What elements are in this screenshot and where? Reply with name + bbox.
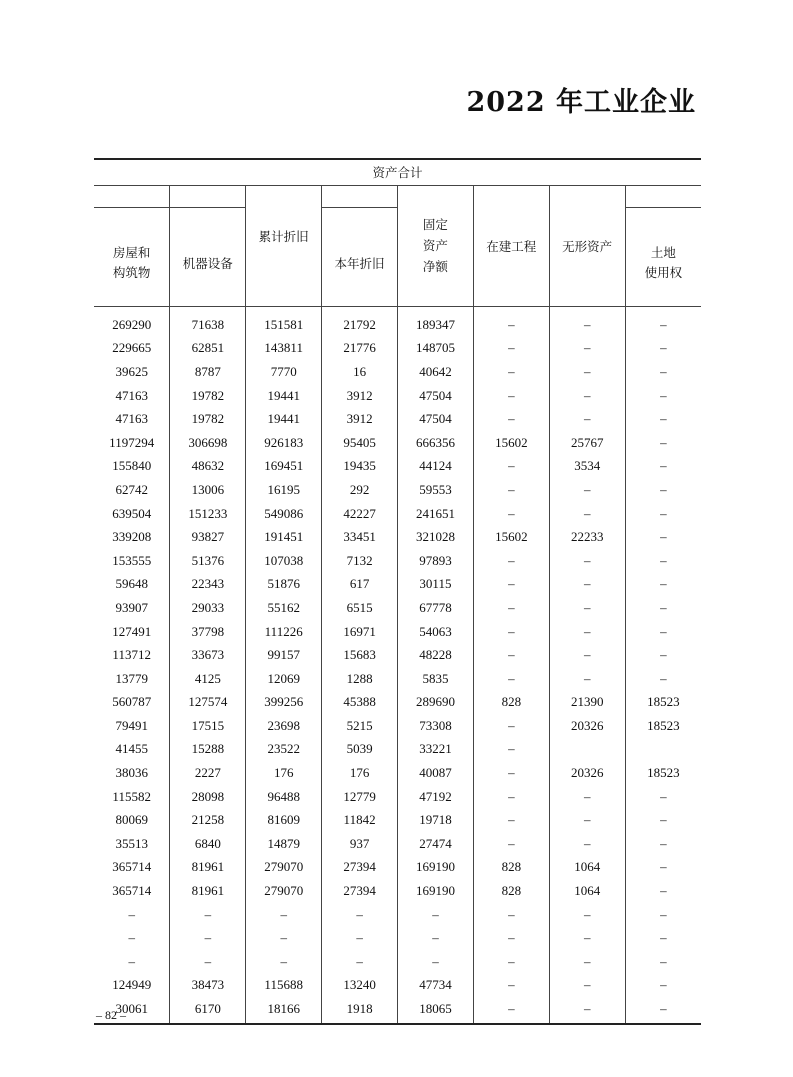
table-row bbox=[94, 525, 701, 549]
cell-intangible-assets: – bbox=[549, 337, 625, 361]
cell-machinery: 71638 bbox=[170, 307, 246, 337]
cell-intangible-assets: – bbox=[549, 407, 625, 431]
cell-intangible-assets: – bbox=[549, 950, 625, 974]
cell-construction-in-progress: – bbox=[473, 643, 549, 667]
header-year-depreciation-label: 本年折旧 bbox=[334, 256, 385, 271]
cell-net-fixed-assets: 44124 bbox=[398, 455, 474, 479]
cell-year-depreciation: 13240 bbox=[322, 974, 398, 998]
cell-construction-in-progress: – bbox=[473, 620, 549, 644]
cell-construction-in-progress: – bbox=[473, 478, 549, 502]
table-row bbox=[94, 974, 701, 998]
cell-machinery: 93827 bbox=[170, 525, 246, 549]
table-row bbox=[94, 950, 701, 974]
table-row bbox=[94, 307, 701, 337]
cell-net-fixed-assets: – bbox=[398, 926, 474, 950]
table-row bbox=[94, 879, 701, 903]
table-row bbox=[94, 502, 701, 526]
table-row bbox=[94, 997, 701, 1024]
cell-intangible-assets: 3534 bbox=[549, 455, 625, 479]
cell-buildings: 30061 bbox=[115, 1001, 148, 1017]
cell-land-use-rights: 18523 bbox=[625, 691, 701, 715]
table-row bbox=[94, 573, 701, 597]
cell-buildings: 41455 bbox=[115, 741, 148, 757]
cell-construction-in-progress: – bbox=[473, 761, 549, 785]
cell-accumulated-depreciation: 96488 bbox=[246, 785, 322, 809]
cell-intangible-assets: – bbox=[549, 997, 625, 1024]
table-row bbox=[94, 761, 701, 785]
cell-construction-in-progress: – bbox=[473, 667, 549, 691]
cell-land-use-rights: – bbox=[625, 549, 701, 573]
cell-machinery: 15288 bbox=[170, 738, 246, 762]
cell-machinery: 29033 bbox=[170, 596, 246, 620]
cell-net-fixed-assets: 189347 bbox=[398, 307, 474, 337]
header-construction-in-progress-label: 在建工程 bbox=[486, 238, 537, 254]
cell-net-fixed-assets: 169190 bbox=[398, 879, 474, 903]
cell-net-fixed-assets: 169190 bbox=[398, 856, 474, 880]
cell-land-use-rights: – bbox=[625, 879, 701, 903]
cell-buildings: 62742 bbox=[115, 481, 148, 497]
cell-accumulated-depreciation: 169451 bbox=[246, 455, 322, 479]
cell-land-use-rights: – bbox=[625, 785, 701, 809]
cell-intangible-assets: 22233 bbox=[549, 525, 625, 549]
cell-buildings: 153555 bbox=[112, 552, 152, 568]
cell-buildings: 47163 bbox=[115, 387, 148, 403]
cell-intangible-assets bbox=[549, 738, 625, 762]
header-year-depreciation bbox=[322, 186, 398, 307]
cell-intangible-assets: – bbox=[549, 573, 625, 597]
cell-net-fixed-assets: 40087 bbox=[398, 761, 474, 785]
cell-machinery: 19782 bbox=[170, 407, 246, 431]
cell-land-use-rights: – bbox=[625, 926, 701, 950]
cell-accumulated-depreciation: 19441 bbox=[246, 407, 322, 431]
cell-accumulated-depreciation: 143811 bbox=[246, 337, 322, 361]
cell-land-use-rights: – bbox=[625, 643, 701, 667]
cell-land-use-rights: – bbox=[625, 832, 701, 856]
cell-net-fixed-assets: 40642 bbox=[398, 360, 474, 384]
cell-year-depreciation: 176 bbox=[322, 761, 398, 785]
cell-buildings: 560787 bbox=[112, 694, 152, 710]
cell-buildings: 365714 bbox=[112, 883, 152, 899]
cell-construction-in-progress: – bbox=[473, 738, 549, 762]
cell-net-fixed-assets: 19718 bbox=[398, 808, 474, 832]
cell-net-fixed-assets: 97893 bbox=[398, 549, 474, 573]
cell-buildings: 339208 bbox=[112, 529, 152, 545]
header-net-fixed-assets-label: 固定 资产 净额 bbox=[422, 217, 448, 274]
table-row bbox=[94, 856, 701, 880]
cell-buildings: 35513 bbox=[115, 835, 148, 851]
header-intangible-assets bbox=[549, 186, 625, 307]
cell-intangible-assets: – bbox=[549, 596, 625, 620]
cell-machinery: 151233 bbox=[170, 502, 246, 526]
cell-intangible-assets: – bbox=[549, 643, 625, 667]
cell-construction-in-progress: – bbox=[473, 832, 549, 856]
cell-accumulated-depreciation: 926183 bbox=[246, 431, 322, 455]
cell-buildings: 93907 bbox=[115, 599, 148, 615]
cell-accumulated-depreciation: – bbox=[246, 903, 322, 927]
cell-year-depreciation: 3912 bbox=[322, 384, 398, 408]
cell-intangible-assets: – bbox=[549, 974, 625, 998]
table-row bbox=[94, 360, 701, 384]
cell-intangible-assets: – bbox=[549, 785, 625, 809]
cell-intangible-assets: – bbox=[549, 926, 625, 950]
cell-year-depreciation: 19435 bbox=[322, 455, 398, 479]
cell-land-use-rights: – bbox=[625, 337, 701, 361]
cell-net-fixed-assets: 666356 bbox=[398, 431, 474, 455]
cell-construction-in-progress: – bbox=[473, 903, 549, 927]
table-row bbox=[94, 785, 701, 809]
cell-year-depreciation: – bbox=[322, 950, 398, 974]
cell-accumulated-depreciation: 19441 bbox=[246, 384, 322, 408]
cell-machinery: – bbox=[170, 926, 246, 950]
cell-buildings: 39625 bbox=[115, 363, 148, 379]
cell-year-depreciation: 6515 bbox=[322, 596, 398, 620]
cell-net-fixed-assets: 30115 bbox=[398, 573, 474, 597]
cell-machinery: 22343 bbox=[170, 573, 246, 597]
cell-intangible-assets: – bbox=[549, 808, 625, 832]
cell-construction-in-progress: 828 bbox=[473, 879, 549, 903]
cell-construction-in-progress: 828 bbox=[473, 856, 549, 880]
cell-intangible-assets: 1064 bbox=[549, 879, 625, 903]
cell-accumulated-depreciation: 279070 bbox=[246, 856, 322, 880]
cell-buildings: 79491 bbox=[115, 717, 148, 733]
table-row bbox=[94, 808, 701, 832]
cell-construction-in-progress: – bbox=[473, 808, 549, 832]
cell-machinery: 6170 bbox=[170, 997, 246, 1024]
header-land-use-rights bbox=[625, 186, 701, 307]
cell-intangible-assets: – bbox=[549, 549, 625, 573]
cell-land-use-rights: – bbox=[625, 950, 701, 974]
cell-construction-in-progress: – bbox=[473, 455, 549, 479]
cell-net-fixed-assets: 33221 bbox=[398, 738, 474, 762]
cell-construction-in-progress: – bbox=[473, 337, 549, 361]
table-row bbox=[94, 667, 701, 691]
cell-buildings: 365714 bbox=[112, 859, 152, 875]
header-land-use-rights-label: 土地 使用权 bbox=[644, 245, 683, 280]
cell-buildings: 38036 bbox=[115, 765, 148, 781]
cell-construction-in-progress: – bbox=[473, 307, 549, 337]
cell-machinery: 62851 bbox=[170, 337, 246, 361]
header-intangible-assets-label: 无形资产 bbox=[562, 238, 613, 254]
header-construction-in-progress bbox=[473, 186, 549, 307]
cell-construction-in-progress: – bbox=[473, 714, 549, 738]
cell-machinery: 21258 bbox=[170, 808, 246, 832]
cell-net-fixed-assets: 73308 bbox=[398, 714, 474, 738]
cell-construction-in-progress: – bbox=[473, 950, 549, 974]
cell-construction-in-progress: – bbox=[473, 407, 549, 431]
cell-buildings: 13779 bbox=[115, 670, 148, 686]
cell-net-fixed-assets: – bbox=[398, 950, 474, 974]
cell-land-use-rights: – bbox=[625, 407, 701, 431]
table-header bbox=[94, 159, 701, 307]
header-machinery-label: 机器设备 bbox=[182, 256, 233, 271]
cell-year-depreciation: 21776 bbox=[322, 337, 398, 361]
cell-year-depreciation: 292 bbox=[322, 478, 398, 502]
table-row bbox=[94, 455, 701, 479]
cell-construction-in-progress: – bbox=[473, 360, 549, 384]
cell-construction-in-progress: – bbox=[473, 549, 549, 573]
cell-land-use-rights: – bbox=[625, 525, 701, 549]
cell-machinery: 19782 bbox=[170, 384, 246, 408]
cell-intangible-assets: – bbox=[549, 903, 625, 927]
cell-construction-in-progress: – bbox=[473, 573, 549, 597]
table-row bbox=[94, 926, 701, 950]
cell-intangible-assets: 21390 bbox=[549, 691, 625, 715]
cell-year-depreciation: 5215 bbox=[322, 714, 398, 738]
table-row bbox=[94, 643, 701, 667]
header-separator-year-depreciation bbox=[322, 207, 398, 208]
cell-year-depreciation: 1288 bbox=[322, 667, 398, 691]
header-machinery bbox=[170, 186, 246, 307]
cell-net-fixed-assets: 67778 bbox=[398, 596, 474, 620]
cell-land-use-rights: – bbox=[625, 455, 701, 479]
cell-year-depreciation: 15683 bbox=[322, 643, 398, 667]
cell-machinery: 81961 bbox=[170, 856, 246, 880]
cell-intangible-assets: – bbox=[549, 667, 625, 691]
cell-year-depreciation: 937 bbox=[322, 832, 398, 856]
cell-accumulated-depreciation: 12069 bbox=[246, 667, 322, 691]
cell-accumulated-depreciation: 107038 bbox=[246, 549, 322, 573]
cell-accumulated-depreciation: 111226 bbox=[246, 620, 322, 644]
cell-machinery: 306698 bbox=[170, 431, 246, 455]
cell-accumulated-depreciation: 51876 bbox=[246, 573, 322, 597]
cell-machinery: 4125 bbox=[170, 667, 246, 691]
cell-year-depreciation: 1918 bbox=[322, 997, 398, 1024]
header-net-fixed-assets bbox=[398, 186, 474, 307]
page-number: – 82 – bbox=[96, 1008, 126, 1022]
cell-machinery: – bbox=[170, 903, 246, 927]
cell-land-use-rights: 18523 bbox=[625, 714, 701, 738]
cell-net-fixed-assets: 54063 bbox=[398, 620, 474, 644]
cell-land-use-rights bbox=[625, 738, 701, 762]
cell-year-depreciation: – bbox=[322, 926, 398, 950]
table-row bbox=[94, 832, 701, 856]
cell-accumulated-depreciation: 176 bbox=[246, 761, 322, 785]
table-body bbox=[94, 307, 701, 1024]
cell-year-depreciation: 27394 bbox=[322, 856, 398, 880]
cell-land-use-rights: – bbox=[625, 667, 701, 691]
cell-land-use-rights: – bbox=[625, 596, 701, 620]
cell-accumulated-depreciation: 23698 bbox=[246, 714, 322, 738]
cell-machinery: 13006 bbox=[170, 478, 246, 502]
statistics-table-container bbox=[94, 158, 701, 1025]
cell-accumulated-depreciation: 99157 bbox=[246, 643, 322, 667]
cell-land-use-rights: – bbox=[625, 856, 701, 880]
cell-accumulated-depreciation: 279070 bbox=[246, 879, 322, 903]
cell-machinery: 33673 bbox=[170, 643, 246, 667]
header-buildings-label: 房屋和 构筑物 bbox=[112, 245, 151, 280]
table-row bbox=[94, 738, 701, 762]
cell-year-depreciation: 11842 bbox=[322, 808, 398, 832]
table-row bbox=[94, 714, 701, 738]
header-separator-land-use bbox=[625, 207, 701, 208]
cell-year-depreciation: 12779 bbox=[322, 785, 398, 809]
cell-year-depreciation: 95405 bbox=[322, 431, 398, 455]
table-row bbox=[94, 407, 701, 431]
cell-intangible-assets: – bbox=[549, 384, 625, 408]
cell-intangible-assets: – bbox=[549, 478, 625, 502]
cell-intangible-assets: – bbox=[549, 360, 625, 384]
table-row bbox=[94, 620, 701, 644]
cell-net-fixed-assets: 289690 bbox=[398, 691, 474, 715]
cell-accumulated-depreciation: 115688 bbox=[246, 974, 322, 998]
cell-accumulated-depreciation: 14879 bbox=[246, 832, 322, 856]
cell-year-depreciation: – bbox=[322, 903, 398, 927]
cell-machinery: 48632 bbox=[170, 455, 246, 479]
cell-net-fixed-assets: 48228 bbox=[398, 643, 474, 667]
cell-year-depreciation: 16 bbox=[322, 360, 398, 384]
cell-accumulated-depreciation: 151581 bbox=[246, 307, 322, 337]
cell-accumulated-depreciation: 55162 bbox=[246, 596, 322, 620]
cell-intangible-assets: 25767 bbox=[549, 431, 625, 455]
cell-intangible-assets: – bbox=[549, 502, 625, 526]
cell-buildings: 80069 bbox=[115, 812, 148, 828]
cell-net-fixed-assets: 18065 bbox=[398, 997, 474, 1024]
cell-net-fixed-assets: 27474 bbox=[398, 832, 474, 856]
cell-accumulated-depreciation: 23522 bbox=[246, 738, 322, 762]
cell-buildings: 1197294 bbox=[109, 434, 155, 450]
cell-buildings: 113712 bbox=[112, 647, 151, 663]
cell-buildings: 115582 bbox=[112, 788, 151, 804]
header-assets-total: 资产合计 bbox=[94, 159, 701, 186]
cell-accumulated-depreciation: 81609 bbox=[246, 808, 322, 832]
cell-year-depreciation: 33451 bbox=[322, 525, 398, 549]
header-separator-buildings-machinery bbox=[94, 207, 246, 208]
cell-land-use-rights: – bbox=[625, 997, 701, 1024]
cell-construction-in-progress: – bbox=[473, 384, 549, 408]
cell-accumulated-depreciation: 399256 bbox=[246, 691, 322, 715]
cell-buildings: 59648 bbox=[115, 576, 148, 592]
cell-year-depreciation: 42227 bbox=[322, 502, 398, 526]
table-row bbox=[94, 478, 701, 502]
table-row bbox=[94, 903, 701, 927]
cell-net-fixed-assets: 5835 bbox=[398, 667, 474, 691]
cell-buildings: 127491 bbox=[112, 623, 152, 639]
cell-construction-in-progress: 828 bbox=[473, 691, 549, 715]
cell-land-use-rights: – bbox=[625, 478, 701, 502]
cell-net-fixed-assets: – bbox=[398, 903, 474, 927]
cell-intangible-assets: – bbox=[549, 620, 625, 644]
cell-land-use-rights: – bbox=[625, 620, 701, 644]
cell-year-depreciation: 5039 bbox=[322, 738, 398, 762]
cell-machinery: 127574 bbox=[170, 691, 246, 715]
cell-construction-in-progress: – bbox=[473, 502, 549, 526]
cell-buildings: – bbox=[128, 906, 135, 922]
cell-land-use-rights: – bbox=[625, 808, 701, 832]
cell-year-depreciation: 21792 bbox=[322, 307, 398, 337]
table-row bbox=[94, 549, 701, 573]
cell-year-depreciation: 16971 bbox=[322, 620, 398, 644]
cell-intangible-assets: 1064 bbox=[549, 856, 625, 880]
cell-land-use-rights: – bbox=[625, 502, 701, 526]
cell-net-fixed-assets: 59553 bbox=[398, 478, 474, 502]
cell-year-depreciation: 3912 bbox=[322, 407, 398, 431]
header-accumulated-depreciation bbox=[246, 186, 322, 307]
cell-accumulated-depreciation: 16195 bbox=[246, 478, 322, 502]
cell-net-fixed-assets: 241651 bbox=[398, 502, 474, 526]
table-row bbox=[94, 431, 701, 455]
cell-construction-in-progress: – bbox=[473, 974, 549, 998]
cell-construction-in-progress: 15602 bbox=[473, 431, 549, 455]
cell-buildings: 229665 bbox=[112, 340, 152, 356]
cell-land-use-rights: – bbox=[625, 384, 701, 408]
cell-construction-in-progress: – bbox=[473, 785, 549, 809]
cell-machinery: 8787 bbox=[170, 360, 246, 384]
cell-buildings: 639504 bbox=[112, 505, 152, 521]
cell-intangible-assets: – bbox=[549, 307, 625, 337]
cell-buildings: – bbox=[128, 930, 135, 946]
cell-accumulated-depreciation: 7770 bbox=[246, 360, 322, 384]
cell-land-use-rights: – bbox=[625, 360, 701, 384]
cell-intangible-assets: 20326 bbox=[549, 714, 625, 738]
cell-year-depreciation: 7132 bbox=[322, 549, 398, 573]
cell-buildings: 124949 bbox=[112, 977, 152, 993]
cell-net-fixed-assets: 47504 bbox=[398, 384, 474, 408]
cell-net-fixed-assets: 321028 bbox=[398, 525, 474, 549]
cell-intangible-assets: 20326 bbox=[549, 761, 625, 785]
cell-machinery: 37798 bbox=[170, 620, 246, 644]
cell-machinery: 38473 bbox=[170, 974, 246, 998]
cell-machinery: 51376 bbox=[170, 549, 246, 573]
cell-net-fixed-assets: 47192 bbox=[398, 785, 474, 809]
cell-year-depreciation: 617 bbox=[322, 573, 398, 597]
cell-machinery: 2227 bbox=[170, 761, 246, 785]
table-row bbox=[94, 337, 701, 361]
cell-machinery: 28098 bbox=[170, 785, 246, 809]
cell-net-fixed-assets: 47504 bbox=[398, 407, 474, 431]
cell-accumulated-depreciation: 549086 bbox=[246, 502, 322, 526]
header-buildings bbox=[94, 186, 170, 307]
cell-construction-in-progress: – bbox=[473, 596, 549, 620]
cell-machinery: 6840 bbox=[170, 832, 246, 856]
cell-machinery: – bbox=[170, 950, 246, 974]
table-row bbox=[94, 384, 701, 408]
cell-buildings: 269290 bbox=[112, 316, 152, 332]
cell-land-use-rights: – bbox=[625, 903, 701, 927]
table-row bbox=[94, 691, 701, 715]
cell-construction-in-progress: 15602 bbox=[473, 525, 549, 549]
cell-buildings: – bbox=[128, 953, 135, 969]
cell-machinery: 81961 bbox=[170, 879, 246, 903]
cell-buildings: 47163 bbox=[115, 411, 148, 427]
header-accumulated-depreciation-label: 累计折旧 bbox=[258, 228, 309, 244]
cell-land-use-rights: 18523 bbox=[625, 761, 701, 785]
cell-construction-in-progress: – bbox=[473, 926, 549, 950]
cell-year-depreciation: 27394 bbox=[322, 879, 398, 903]
cell-machinery: 17515 bbox=[170, 714, 246, 738]
cell-land-use-rights: – bbox=[625, 573, 701, 597]
cell-intangible-assets: – bbox=[549, 832, 625, 856]
cell-accumulated-depreciation: 18166 bbox=[246, 997, 322, 1024]
statistics-table bbox=[94, 158, 701, 1025]
cell-net-fixed-assets: 47734 bbox=[398, 974, 474, 998]
cell-net-fixed-assets: 148705 bbox=[398, 337, 474, 361]
cell-land-use-rights: – bbox=[625, 974, 701, 998]
cell-construction-in-progress: – bbox=[473, 997, 549, 1024]
table-row bbox=[94, 596, 701, 620]
cell-land-use-rights: – bbox=[625, 307, 701, 337]
cell-accumulated-depreciation: – bbox=[246, 950, 322, 974]
page-title: 2022 年工业企业 bbox=[466, 87, 696, 118]
cell-accumulated-depreciation: – bbox=[246, 926, 322, 950]
cell-buildings: 155840 bbox=[112, 458, 152, 474]
cell-accumulated-depreciation: 191451 bbox=[246, 525, 322, 549]
cell-year-depreciation: 45388 bbox=[322, 691, 398, 715]
cell-land-use-rights: – bbox=[625, 431, 701, 455]
